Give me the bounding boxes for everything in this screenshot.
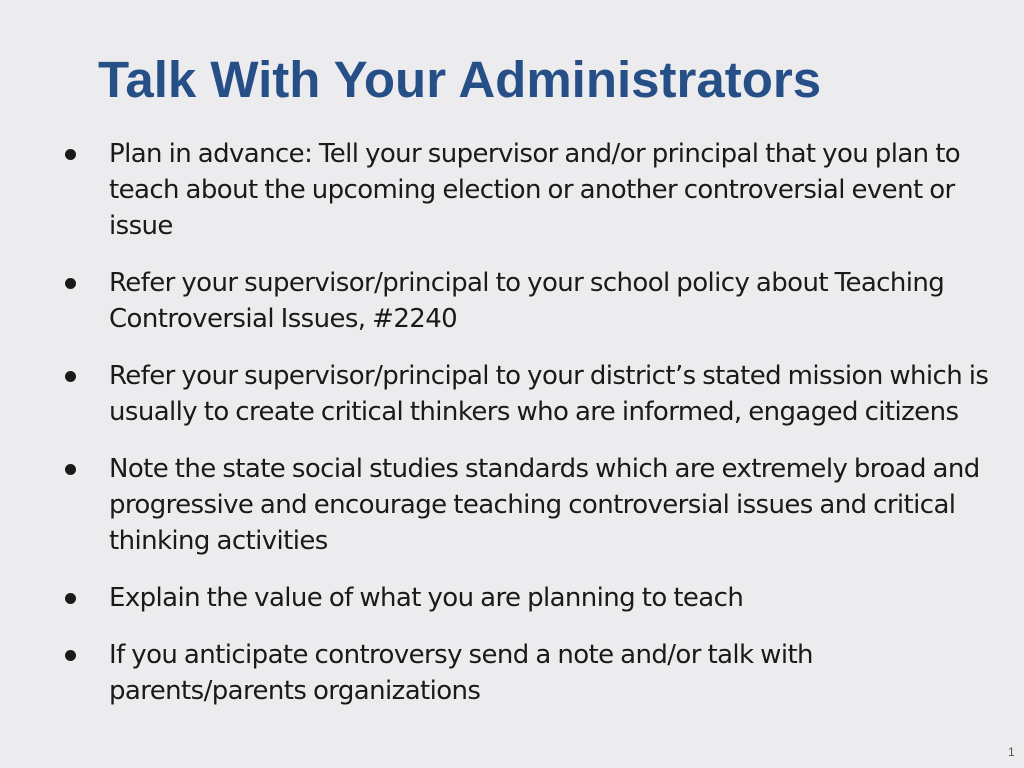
bullet-dot-icon xyxy=(65,371,76,382)
bullet-dot-icon xyxy=(65,593,76,604)
bullet-dot-icon xyxy=(65,149,76,160)
bullet-item xyxy=(60,637,1010,709)
bullet-text: Plan in advance: Tell your supervisor and/or principal that you plan to teach about the upcoming election or another controversial event or issue xyxy=(109,139,961,241)
slide-title: Talk With Your Administrators xyxy=(98,51,822,108)
bullet-item xyxy=(60,136,1010,244)
page-number: 1 xyxy=(1008,745,1015,759)
bullet-text: Refer your supervisor/principal to your district’s stated mission which is usually to create critical thinkers who are informed, engaged citizens xyxy=(109,361,989,427)
bullet-item xyxy=(60,580,1010,616)
bullet-list xyxy=(60,136,1010,730)
bullet-text: If you anticipate controversy send a note and/or talk with parents/parents organizations xyxy=(109,640,813,706)
bullet-dot-icon xyxy=(65,278,76,289)
bullet-dot-icon xyxy=(65,650,76,661)
bullet-item xyxy=(60,358,1010,430)
bullet-item xyxy=(60,265,1010,337)
bullet-item xyxy=(60,451,1010,559)
bullet-dot-icon xyxy=(65,464,76,475)
bullet-text: Note the state social studies standards which are extremely broad and progressive and encourage teaching controversial issues and critical thinking activities xyxy=(109,454,980,556)
bullet-text: Refer your supervisor/principal to your school policy about Teaching Controversial Issues, #2240 xyxy=(109,268,945,334)
bullet-text: Explain the value of what you are planning to teach xyxy=(109,583,744,613)
